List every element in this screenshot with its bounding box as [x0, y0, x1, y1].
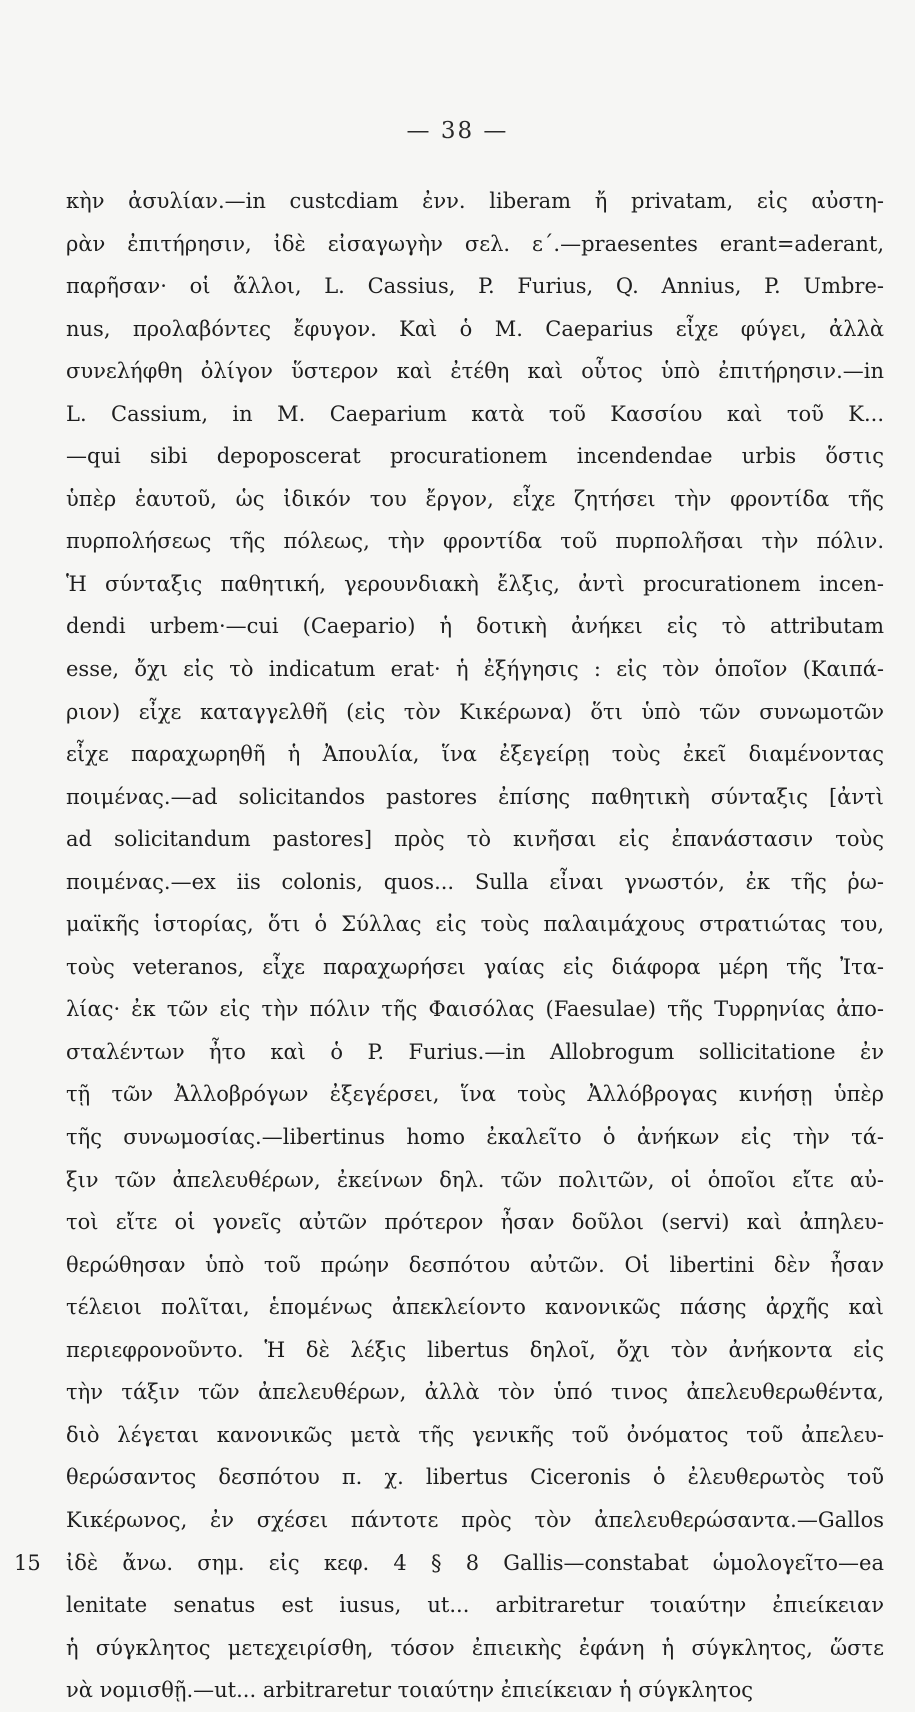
text-line: ποιμένας.—ex iis colonis, quos... Sulla εἶναι γνωστόν, ἐκ τῆς ῥω- — [66, 869, 884, 894]
text-line: —qui sibi depoposcerat procurationem incendendae urbis ὅστις — [66, 444, 884, 469]
text-line: ξιν τῶν ἀπελευθέρων, ἐκείνων δηλ. τῶν πολιτῶν, οἱ ὁποῖοι εἴτε αὐ- — [66, 1167, 884, 1192]
text-line: εἶχε παραχωρηθῆ ἡ Ἀπουλία, ἵνα ἐξεγείρῃ τοὺς ἐκεῖ διαμένοντας — [66, 742, 884, 767]
line-number-marker: 15 — [14, 1550, 41, 1575]
text-line: κὴν ἀσυλίαν.—in custcdiam ἐνν. liberam ἤ privatam, εἰς αὐστη- — [66, 189, 884, 213]
text-line: nus, προλαβόντες ἔφυγον. Καὶ ὁ Μ. Caeparius εἶχε φύγει, ἀλλὰ — [66, 316, 884, 341]
text-line: μαϊκῆς ἱστορίας, ὅτι ὁ Σύλλας εἰς τοὺς παλαιμάχους στρατιώτας του, — [66, 912, 884, 937]
text-line: πυρπολήσεως τῆς πόλεως, τὴν φροντίδα τοῦ πυρπολῆσαι τὴν πόλιν. — [66, 529, 884, 554]
text-line: τοὶ εἴτε οἱ γονεῖς αὐτῶν πρότερον ἦσαν δοῦλοι (servi) καὶ ἀπηλευ- — [66, 1210, 884, 1235]
text-line: σταλέντων ἦτο καὶ ὁ P. Furius.—in Allobrogum sollicitatione ἐν — [66, 1039, 884, 1064]
text-line: συνελήφθη ὀλίγον ὕστερον καὶ ἐτέθη καὶ οὗτος ὑπὸ ἐπιτήρησιν.—in — [66, 359, 884, 384]
text-line: παρῆσαν· οἱ ἄλλοι, L. Cassius, P. Furius, Q. Annius, P. Umbre- — [66, 274, 884, 299]
text-line: esse, ὄχι εἰς τὸ indicatum erat· ἡ ἐξήγησις : εἰς τὸν ὁποῖον (Καιπά- — [66, 657, 884, 682]
commentary-text — [66, 180, 884, 1712]
text-line: τοὺς veteranos, εἶχε παραχωρήσει γαίας εἰς διάφορα μέρη τῆς Ἰτα- — [66, 954, 884, 979]
text-line: θερώσαντος δεσπότου π. χ. libertus Ciceronis ὁ ἐλευθερωτὸς τοῦ — [66, 1465, 884, 1490]
text-line: Κικέρωνος, ἐν σχέσει πάντοτε πρὸς τὸν ἀπελευθερώσαντα.—Gallos — [66, 1507, 884, 1532]
text-line: Ἡ σύνταξις παθητική, γερουνδιακὴ ἔλξις, ἀντὶ procurationem incen- — [66, 571, 884, 596]
text-line: περιεφρονοῦντο. Ἡ δὲ λέξις libertus δηλοῖ, ὄχι τὸν ἀνήκοντα εἰς — [66, 1337, 884, 1362]
text-line: lenitate senatus est iusus, ut... arbitraretur τοιαύτην ἐπιείκειαν — [66, 1593, 884, 1618]
text-line: νὰ νομισθῇ.—ut... arbitraretur τοιαύτην ἐπιείκειαν ἡ σύγκλητος — [66, 1678, 753, 1703]
page-number-header: — 38 — — [406, 118, 509, 144]
text-line: ad solicitandum pastores] πρὸς τὸ κινῆσαι εἰς ἐπανάστασιν τοὺς — [66, 827, 884, 852]
text-line: L. Cassium, in M. Caeparium κατὰ τοῦ Κασσίου καὶ τοῦ Κ... — [66, 401, 884, 426]
text-line: λίας· ἐκ τῶν εἰς τὴν πόλιν τῆς Φαισόλας (Faesulae) τῆς Τυρρηνίας ἀπο- — [66, 997, 884, 1022]
text-line: ὑπὲρ ἑαυτοῦ, ὡς ἰδικόν του ἔργον, εἶχε ζητήσει τὴν φροντίδα τῆς — [66, 486, 884, 511]
text-line: διὸ λέγεται κανονικῶς μετὰ τῆς γενικῆς τοῦ ὀνόματος τοῦ ἀπελευ- — [66, 1422, 884, 1447]
text-line: ρὰν ἐπιτήρησιν, ἰδὲ εἰσαγωγὴν σελ. ε΄.—praesentes erant=aderant, — [66, 231, 884, 256]
text-line: ριον) εἶχε καταγγελθῆ (εἰς τὸν Κικέρωνα) ὅτι ὑπὸ τῶν συνωμοτῶν — [66, 699, 884, 724]
text-line: τῆς συνωμοσίας.—libertinus homo ἐκαλεῖτο ὁ ἀνήκων εἰς τὴν τά- — [66, 1125, 884, 1150]
text-line: τὴν τάξιν τῶν ἀπελευθέρων, ἀλλὰ τὸν ὑπό τινος ἀπελευθερωθέντα, — [66, 1380, 884, 1405]
text-line: ἰδὲ ἄνω. σημ. εἰς κεφ. 4 § 8 Gallis—constabat ὡμολογεῖτο—ea — [66, 1550, 884, 1575]
text-line: θερώθησαν ὑπὸ τοῦ πρώην δεσπότου αὐτῶν. Οἱ libertini δὲν ἦσαν — [66, 1252, 884, 1277]
text-line: dendi urbem·—cui (Caepario) ἡ δοτικὴ ἀνήκει εἰς τὸ attributam — [66, 614, 884, 639]
text-line: ἡ σύγκλητος μετεχειρίσθη, τόσον ἐπιεικὴς ἐφάνη ἡ σύγκλητος, ὥστε — [66, 1635, 884, 1660]
text-line: τέλειοι πολῖται, ἑπομένως ἀπεκλείοντο κανονικῶς πάσης ἀρχῆς καὶ — [66, 1295, 884, 1320]
text-line: ποιμένας.—ad solicitandos pastores ἐπίσης παθητικὴ σύνταξις [ἀντὶ — [66, 784, 884, 809]
text-line: τῇ τῶν Ἀλλοβρόγων ἐξεγέρσει, ἵνα τοὺς Ἀλλόβρογας κινήσῃ ὑπὲρ — [66, 1082, 884, 1107]
